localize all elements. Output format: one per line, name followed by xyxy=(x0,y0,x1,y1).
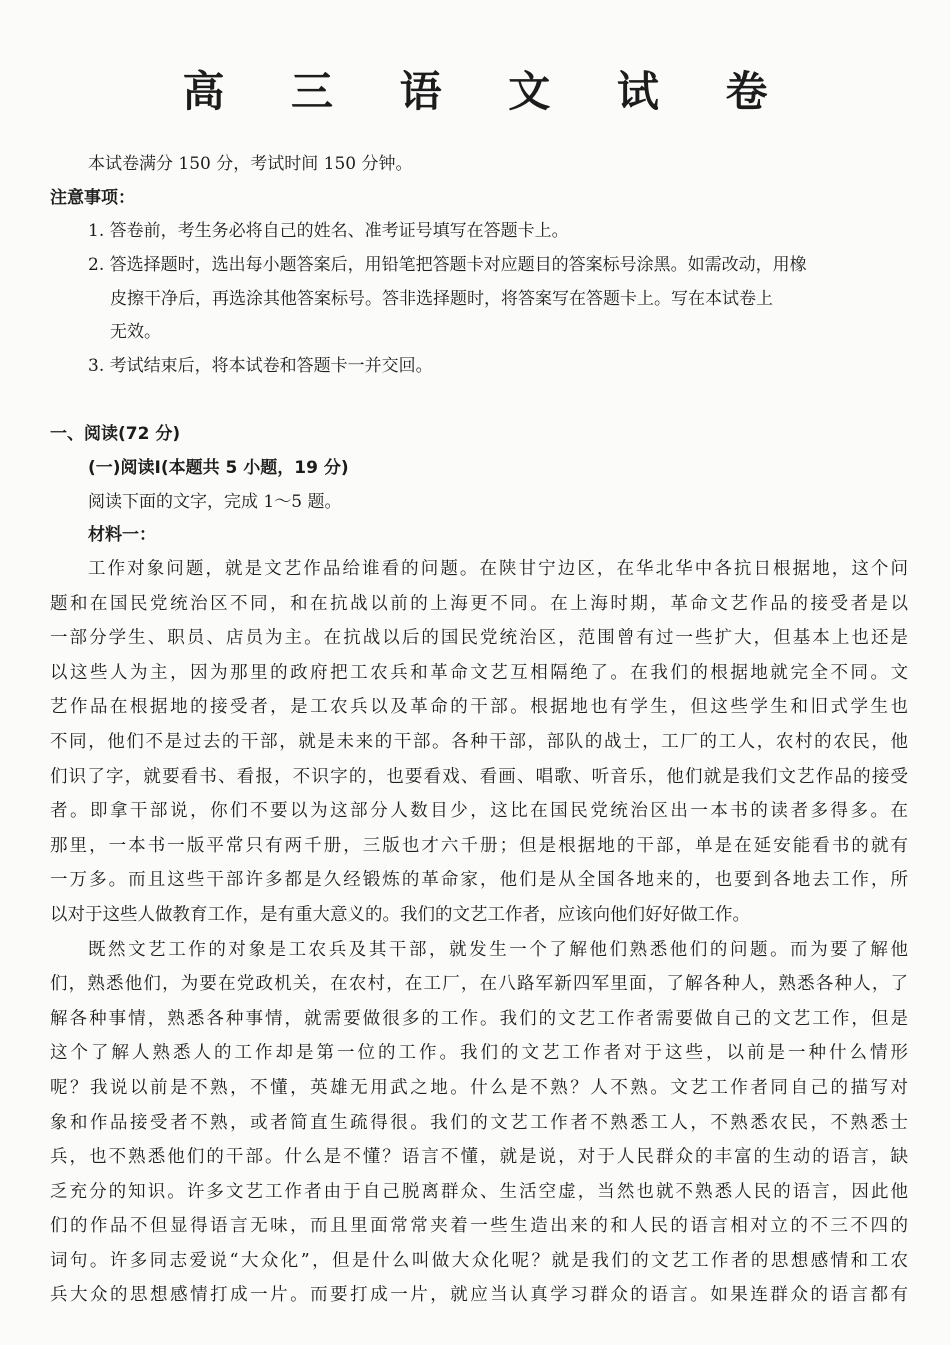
section-heading: 一、阅读(72 分) xyxy=(50,424,181,444)
passage-line: 解各种事情，熟悉各种事情，就需要做很多的工作。我们的文艺工作者需要做自己的文艺工作，但是 xyxy=(50,1008,908,1029)
passage-line: 们，熟悉他们，为要在党政机关，在农村，在工厂，在八路军新四军里面，了解各种人，熟悉各种人，了 xyxy=(50,974,908,995)
passage-line: 乏充分的知识。许多文艺工作者由于自己脱离群众、生活空虚，当然也就不熟悉人民的语言，因此他 xyxy=(50,1181,908,1202)
sub-section-heading: (一)阅读Ⅰ(本题共 5 小题，19 分) xyxy=(88,458,349,478)
passage-line: 一万多。而且这些干部许多都是久经锻炼的革命家，他们是从全国各地来的，也要到各地去工作，所 xyxy=(50,870,908,891)
passage xyxy=(50,552,908,1313)
notice-heading: 注意事项： xyxy=(50,188,135,208)
page-title: 高 三 语 文 试 卷 xyxy=(182,67,794,116)
passage-line: 这个了解人熟悉人的工作却是第一位的工作。我们的文艺工作者对于这些，以前是一种什么情形 xyxy=(50,1043,908,1064)
passage-line: 者。即拿干部说，你们不要以为这部分人数目少，这比在国民党统治区出一本书的读者多得多。在 xyxy=(50,801,908,822)
passage-line: 呢？我说以前是不熟，不懂，英雄无用武之地。什么是不熟？人不熟。文艺工作者同自己的描写对 xyxy=(50,1077,908,1098)
passage-line: 象和作品接受者不熟，或者简直生疏得很。我们的文艺工作者不熟悉工人，不熟悉农民，不熟悉士 xyxy=(50,1112,908,1133)
passage-line: 以对于这些人做教育工作，是有重大意义的。我们的文艺工作者，应该向他们好好做工作。 xyxy=(50,904,750,925)
passage-line: 们的作品不但显得语言无味，而且里面常常夹着一些生造出来的和人民的语言相对立的不三不四的 xyxy=(50,1216,908,1237)
notice-item-2-line-1: 2. 答选择题时，选出每小题答案后，用铅笔把答题卡对应题目的答案标号涂黑。如需改动，用橡 xyxy=(88,255,807,275)
passage-line: 艺作品在根据地的接受者，是工农兵以及革命的干部。根据地也有学生，但这些学生和旧式学生也 xyxy=(50,697,908,718)
notice-item-1: 1. 答卷前，考生务必将自己的姓名、准考证号填写在答题卡上。 xyxy=(88,221,569,241)
passage-line: 以这些人为主，因为那里的政府把工农兵和革命文艺互相隔绝了。在我们的根据地就完全不同。文 xyxy=(50,662,908,683)
notice-item-3: 3. 考试结束后，将本试卷和答题卡一并交回。 xyxy=(88,356,433,376)
passage-line: 兵大众的思想感情打成一片。而要打成一片，就应当认真学习群众的语言。如果连群众的语言都有 xyxy=(50,1285,908,1306)
material-label: 材料一： xyxy=(88,525,156,545)
passage-line: 们识了字，就要看书、看报，不识字的，也要看戏、看画、唱歌、听音乐，他们就是我们文艺作品的接受 xyxy=(50,766,908,787)
passage-line: 题和在国民党统治区不同，和在抗战以前的上海更不同。在上海时期，革命文艺作品的接受者是以 xyxy=(50,593,908,614)
passage-line: 不同，他们不是过去的干部，就是未来的干部。各种干部，部队的战士，工厂的工人，农村的农民，他 xyxy=(50,731,908,752)
passage-line: 词句。许多同志爱说“大众化”，但是什么叫做大众化呢？就是我们的文艺工作者的思想感情和工农 xyxy=(50,1250,908,1271)
passage-line: 兵，也不熟悉他们的干部。什么是不懂？语言不懂，就是说，对于人民群众的丰富的生动的语言，缺 xyxy=(50,1147,908,1168)
passage-line: 那里，一本书一版平常只有两千册，三版也才六千册；但是根据地的干部，单是在延安能看书的就有 xyxy=(50,835,908,856)
passage-line: 一部分学生、职员、店员为主。在抗战以后的国民党统治区，范围曾有过一些扩大，但基本上也还是 xyxy=(50,628,908,649)
passage-line: 工作对象问题，就是文艺作品给谁看的问题。在陕甘宁边区，在华北华中各抗日根据地，这个问 xyxy=(88,559,908,579)
notice-item-2-line-2: 皮擦干净后，再选涂其他答案标号。答非选择题时，将答案写在答题卡上。写在本试卷上 xyxy=(110,289,773,309)
exam-intro: 本试卷满分 150 分，考试时间 150 分钟。 xyxy=(88,154,413,174)
passage-line: 既然文艺工作的对象是工农兵及其干部，就发生一个了解他们熟悉他们的问题。而为要了解他 xyxy=(88,939,908,960)
notice-item-2-line-3: 无效。 xyxy=(110,322,161,342)
reading-instruction: 阅读下面的文字，完成 1～5 题。 xyxy=(88,492,342,512)
